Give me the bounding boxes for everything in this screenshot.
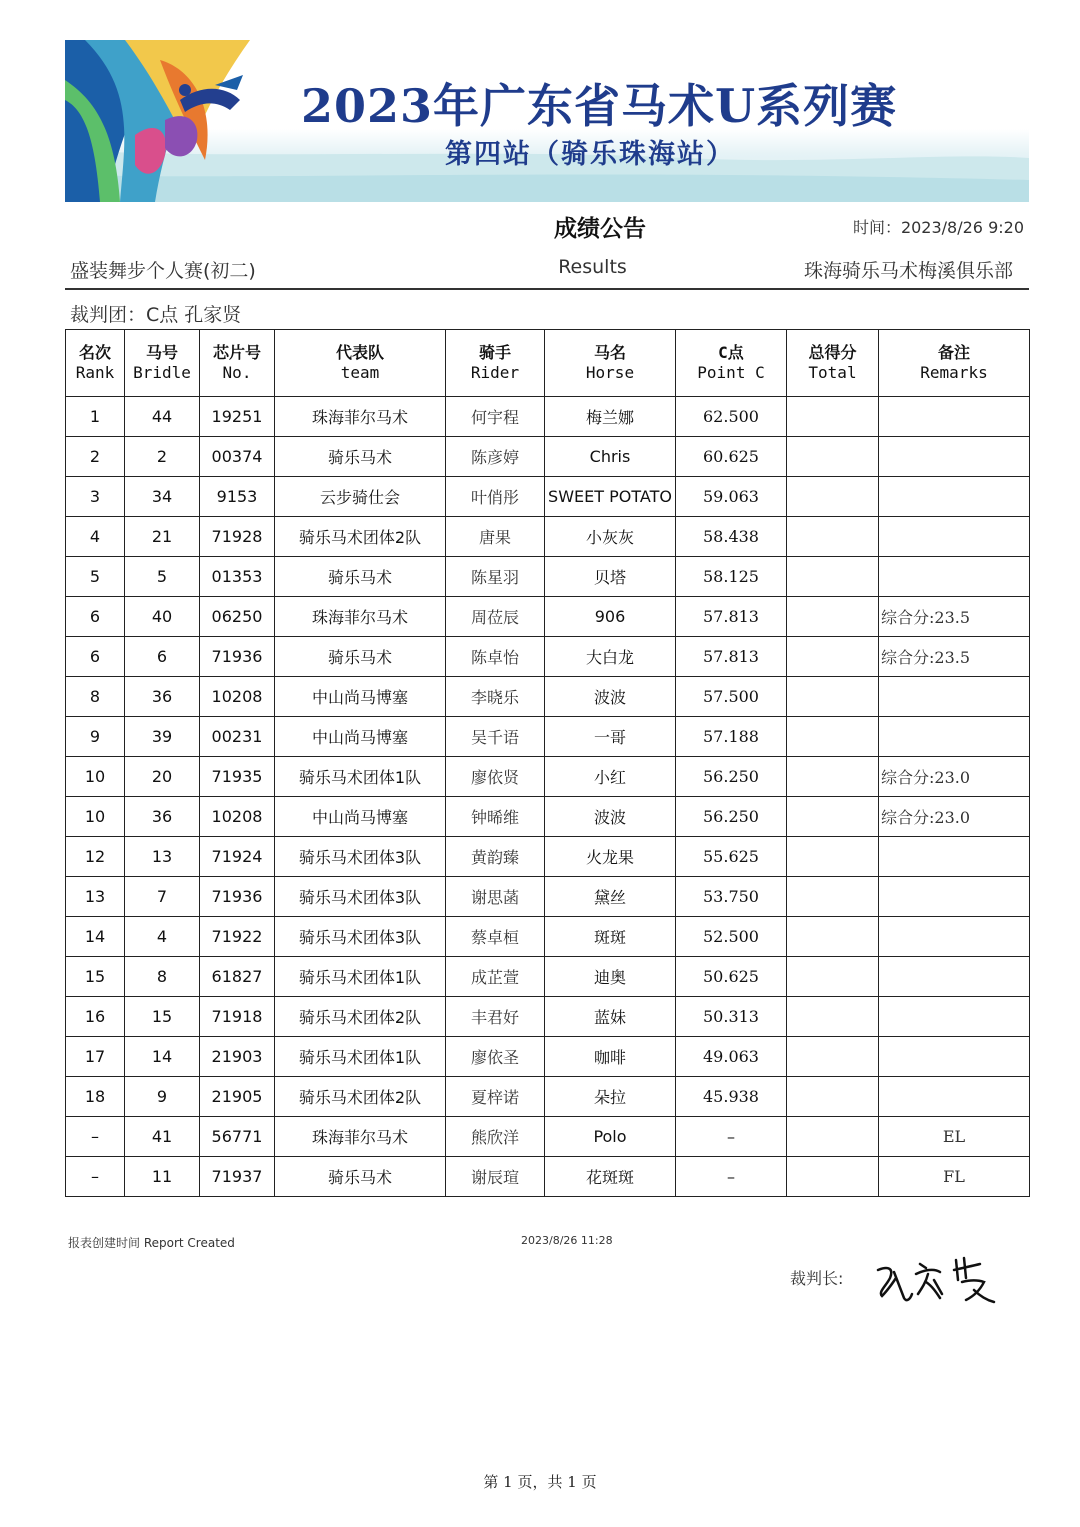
cell-rank: 14	[66, 917, 125, 957]
cell-horse: 蓝妹	[545, 997, 676, 1037]
cell-horse: 波波	[545, 797, 676, 837]
cell-remarks	[879, 997, 1030, 1037]
cell-rank: –	[66, 1157, 125, 1197]
cell-team: 骑乐马术团体2队	[275, 517, 446, 557]
table-row	[66, 437, 1030, 477]
cell-point-c: –	[676, 1157, 787, 1197]
cell-rank: 15	[66, 957, 125, 997]
cell-point-c: 57.813	[676, 637, 787, 677]
header-horse: 马名 Horse	[545, 330, 676, 397]
table-row	[66, 677, 1030, 717]
page-indicator: 第 1 页，共 1 页	[483, 1473, 597, 1491]
cell-chip-no: 71928	[200, 517, 275, 557]
cell-rider: 李晓乐	[446, 677, 545, 717]
cell-point-c: 58.125	[676, 557, 787, 597]
cell-point-c: 52.500	[676, 917, 787, 957]
cell-rider: 陈彦婷	[446, 437, 545, 477]
cell-remarks	[879, 677, 1030, 717]
cell-rank: 13	[66, 877, 125, 917]
cell-chip-no: 61827	[200, 957, 275, 997]
cell-remarks: EL	[879, 1117, 1030, 1157]
cell-bridle: 4	[125, 917, 200, 957]
cell-total	[787, 877, 879, 917]
cell-rider: 周莅辰	[446, 597, 545, 637]
cell-horse: 小红	[545, 757, 676, 797]
cell-rank: 1	[66, 397, 125, 437]
cell-horse: SWEET POTATO	[545, 477, 676, 517]
cell-total	[787, 797, 879, 837]
cell-total	[787, 957, 879, 997]
cell-remarks	[879, 437, 1030, 477]
cell-total	[787, 557, 879, 597]
cell-rider: 谢辰瑄	[446, 1157, 545, 1197]
cell-total	[787, 437, 879, 477]
cell-total	[787, 917, 879, 957]
cell-bridle: 6	[125, 637, 200, 677]
cell-remarks	[879, 397, 1030, 437]
cell-point-c: 53.750	[676, 877, 787, 917]
table-row	[66, 957, 1030, 997]
cell-horse: 906	[545, 597, 676, 637]
event-name: 盛装舞步个人赛(初二)	[70, 260, 256, 282]
table-row	[66, 637, 1030, 677]
table-row	[66, 597, 1030, 637]
table-row	[66, 517, 1030, 557]
cell-chip-no: 21905	[200, 1077, 275, 1117]
time-stamp: 时间：2023/8/26 9:20	[852, 218, 1024, 237]
table-row	[66, 717, 1030, 757]
cell-rank: –	[66, 1117, 125, 1157]
cell-bridle: 41	[125, 1117, 200, 1157]
cell-total	[787, 477, 879, 517]
cell-team: 中山尚马博塞	[275, 677, 446, 717]
cell-rank: 17	[66, 1037, 125, 1077]
report-created-time: 2023/8/26 11:28	[521, 1234, 613, 1247]
cell-chip-no: 71922	[200, 917, 275, 957]
cell-remarks	[879, 837, 1030, 877]
cell-point-c: 49.063	[676, 1037, 787, 1077]
cell-rider: 廖依贤	[446, 757, 545, 797]
results-table	[65, 329, 1030, 1197]
cell-rank: 2	[66, 437, 125, 477]
cell-total	[787, 997, 879, 1037]
cell-rank: 6	[66, 597, 125, 637]
cell-rider: 吴千语	[446, 717, 545, 757]
cell-rank: 3	[66, 477, 125, 517]
table-row	[66, 917, 1030, 957]
cell-total	[787, 1037, 879, 1077]
table-row	[66, 757, 1030, 797]
cell-total	[787, 637, 879, 677]
table-row	[66, 1117, 1030, 1157]
cell-point-c: 56.250	[676, 797, 787, 837]
table-row	[66, 1077, 1030, 1117]
cell-chip-no: 00231	[200, 717, 275, 757]
cell-rider: 唐果	[446, 517, 545, 557]
cell-bridle: 7	[125, 877, 200, 917]
cell-remarks	[879, 517, 1030, 557]
cell-bridle: 44	[125, 397, 200, 437]
cell-rider: 何宇程	[446, 397, 545, 437]
cell-team: 珠海菲尔马术	[275, 1117, 446, 1157]
cell-remarks	[879, 917, 1030, 957]
header-chip-no: 芯片号 No.	[200, 330, 275, 397]
cell-team: 云步骑仕会	[275, 477, 446, 517]
cell-rider: 蔡卓桓	[446, 917, 545, 957]
cell-chip-no: 71937	[200, 1157, 275, 1197]
cell-remarks: 综合分:23.0	[879, 757, 1030, 797]
header-point-c: C点 Point C	[676, 330, 787, 397]
cell-team: 骑乐马术团体2队	[275, 1077, 446, 1117]
cell-rider: 钟晞维	[446, 797, 545, 837]
cell-chip-no: 00374	[200, 437, 275, 477]
cell-horse: 黛丝	[545, 877, 676, 917]
cell-rider: 丰君好	[446, 997, 545, 1037]
cell-rider: 谢思菡	[446, 877, 545, 917]
cell-point-c: 60.625	[676, 437, 787, 477]
cell-rank: 4	[66, 517, 125, 557]
table-row	[66, 797, 1030, 837]
cell-chip-no: 19251	[200, 397, 275, 437]
cell-point-c: –	[676, 1117, 787, 1157]
cell-rank: 9	[66, 717, 125, 757]
cell-rank: 12	[66, 837, 125, 877]
cell-horse: 波波	[545, 677, 676, 717]
cell-horse: 火龙果	[545, 837, 676, 877]
table-row	[66, 997, 1030, 1037]
header-remarks: 备注 Remarks	[879, 330, 1030, 397]
cell-rider: 熊欣洋	[446, 1117, 545, 1157]
header-rank: 名次 Rank	[66, 330, 125, 397]
cell-total	[787, 717, 879, 757]
cell-point-c: 59.063	[676, 477, 787, 517]
cell-point-c: 62.500	[676, 397, 787, 437]
cell-horse: 一哥	[545, 717, 676, 757]
cell-chip-no: 9153	[200, 477, 275, 517]
cell-remarks	[879, 957, 1030, 997]
cell-remarks	[879, 877, 1030, 917]
cell-chip-no: 71935	[200, 757, 275, 797]
cell-rank: 8	[66, 677, 125, 717]
cell-total	[787, 1117, 879, 1157]
table-header-row	[66, 330, 1030, 397]
header-total: 总得分 Total	[787, 330, 879, 397]
cell-remarks: 综合分:23.0	[879, 797, 1030, 837]
cell-chip-no: 21903	[200, 1037, 275, 1077]
cell-horse: Polo	[545, 1117, 676, 1157]
cell-bridle: 14	[125, 1037, 200, 1077]
cell-point-c: 55.625	[676, 837, 787, 877]
cell-chip-no: 06250	[200, 597, 275, 637]
banner-title: 2023年广东省马术U系列赛	[301, 79, 898, 133]
header-team: 代表队 team	[275, 330, 446, 397]
cell-total	[787, 397, 879, 437]
cell-remarks: FL	[879, 1157, 1030, 1197]
cell-point-c: 50.313	[676, 997, 787, 1037]
cell-point-c: 57.188	[676, 717, 787, 757]
header-divider	[65, 288, 1029, 290]
chief-judge-signature	[870, 1250, 1000, 1310]
cell-chip-no: 71936	[200, 637, 275, 677]
cell-remarks: 综合分:23.5	[879, 597, 1030, 637]
cell-horse: 梅兰娜	[545, 397, 676, 437]
cell-point-c: 58.438	[676, 517, 787, 557]
cell-team: 骑乐马术	[275, 637, 446, 677]
cell-remarks	[879, 477, 1030, 517]
cell-rank: 5	[66, 557, 125, 597]
cell-bridle: 34	[125, 477, 200, 517]
cell-team: 骑乐马术	[275, 557, 446, 597]
header-rider: 骑手 Rider	[446, 330, 545, 397]
cell-rider: 陈星羽	[446, 557, 545, 597]
cell-team: 骑乐马术团体1队	[275, 1037, 446, 1077]
cell-bridle: 8	[125, 957, 200, 997]
cell-rank: 10	[66, 757, 125, 797]
cell-chip-no: 71918	[200, 997, 275, 1037]
cell-rider: 成芷萱	[446, 957, 545, 997]
cell-horse: Chris	[545, 437, 676, 477]
event-banner	[65, 40, 1029, 202]
cell-horse: 小灰灰	[545, 517, 676, 557]
cell-bridle: 9	[125, 1077, 200, 1117]
cell-rank: 18	[66, 1077, 125, 1117]
cell-bridle: 13	[125, 837, 200, 877]
cell-horse: 斑斑	[545, 917, 676, 957]
cell-chip-no: 10208	[200, 797, 275, 837]
cell-total	[787, 597, 879, 637]
cell-horse: 朵拉	[545, 1077, 676, 1117]
cell-rank: 16	[66, 997, 125, 1037]
cell-team: 骑乐马术团体1队	[275, 757, 446, 797]
cell-bridle: 40	[125, 597, 200, 637]
cell-point-c: 56.250	[676, 757, 787, 797]
cell-bridle: 2	[125, 437, 200, 477]
cell-horse: 大白龙	[545, 637, 676, 677]
cell-total	[787, 517, 879, 557]
cell-team: 骑乐马术团体3队	[275, 917, 446, 957]
table-row	[66, 1037, 1030, 1077]
cell-remarks: 综合分:23.5	[879, 637, 1030, 677]
cell-total	[787, 837, 879, 877]
cell-team: 骑乐马术	[275, 1157, 446, 1197]
cell-chip-no: 71924	[200, 837, 275, 877]
cell-team: 珠海菲尔马术	[275, 597, 446, 637]
cell-team: 骑乐马术	[275, 437, 446, 477]
header-bridle: 马号 Bridle	[125, 330, 200, 397]
judge-panel: 裁判团：C点 孔家贤	[70, 304, 242, 326]
table-row	[66, 397, 1030, 437]
report-created-label: 报表创建时间 Report Created	[68, 1236, 235, 1250]
cell-total	[787, 1077, 879, 1117]
cell-bridle: 36	[125, 677, 200, 717]
cell-team: 珠海菲尔马术	[275, 397, 446, 437]
table-row	[66, 1157, 1030, 1197]
cell-team: 中山尚马博塞	[275, 717, 446, 757]
cell-bridle: 21	[125, 517, 200, 557]
cell-horse: 贝塔	[545, 557, 676, 597]
cell-chip-no: 56771	[200, 1117, 275, 1157]
cell-rider: 夏梓诺	[446, 1077, 545, 1117]
cell-bridle: 11	[125, 1157, 200, 1197]
cell-remarks	[879, 1077, 1030, 1117]
cell-bridle: 5	[125, 557, 200, 597]
table-row	[66, 877, 1030, 917]
cell-bridle: 39	[125, 717, 200, 757]
cell-bridle: 36	[125, 797, 200, 837]
table-row	[66, 837, 1030, 877]
cell-bridle: 15	[125, 997, 200, 1037]
cell-rider: 黄韵臻	[446, 837, 545, 877]
cell-chip-no: 01353	[200, 557, 275, 597]
chief-judge-label: 裁判长:	[790, 1269, 844, 1288]
cell-point-c: 45.938	[676, 1077, 787, 1117]
cell-horse: 花斑斑	[545, 1157, 676, 1197]
cell-horse: 咖啡	[545, 1037, 676, 1077]
cell-total	[787, 1157, 879, 1197]
table-row	[66, 557, 1030, 597]
cell-total	[787, 757, 879, 797]
cell-remarks	[879, 557, 1030, 597]
results-label: Results	[558, 256, 627, 278]
venue-name: 珠海骑乐马术梅溪俱乐部	[803, 260, 1013, 282]
cell-point-c: 57.500	[676, 677, 787, 717]
cell-horse: 迪奥	[545, 957, 676, 997]
document-title: 成绩公告	[554, 216, 646, 242]
cell-total	[787, 677, 879, 717]
cell-rider: 叶俏彤	[446, 477, 545, 517]
cell-team: 骑乐马术团体3队	[275, 837, 446, 877]
cell-rank: 6	[66, 637, 125, 677]
cell-team: 中山尚马博塞	[275, 797, 446, 837]
cell-chip-no: 10208	[200, 677, 275, 717]
banner-subtitle: 第四站（骑乐珠海站）	[445, 139, 735, 170]
cell-remarks	[879, 717, 1030, 757]
cell-team: 骑乐马术团体3队	[275, 877, 446, 917]
cell-rank: 10	[66, 797, 125, 837]
table-row	[66, 477, 1030, 517]
cell-bridle: 20	[125, 757, 200, 797]
cell-team: 骑乐马术团体2队	[275, 997, 446, 1037]
cell-chip-no: 71936	[200, 877, 275, 917]
cell-remarks	[879, 1037, 1030, 1077]
cell-team: 骑乐马术团体1队	[275, 957, 446, 997]
cell-point-c: 57.813	[676, 597, 787, 637]
cell-rider: 陈卓怡	[446, 637, 545, 677]
cell-point-c: 50.625	[676, 957, 787, 997]
cell-rider: 廖依圣	[446, 1037, 545, 1077]
